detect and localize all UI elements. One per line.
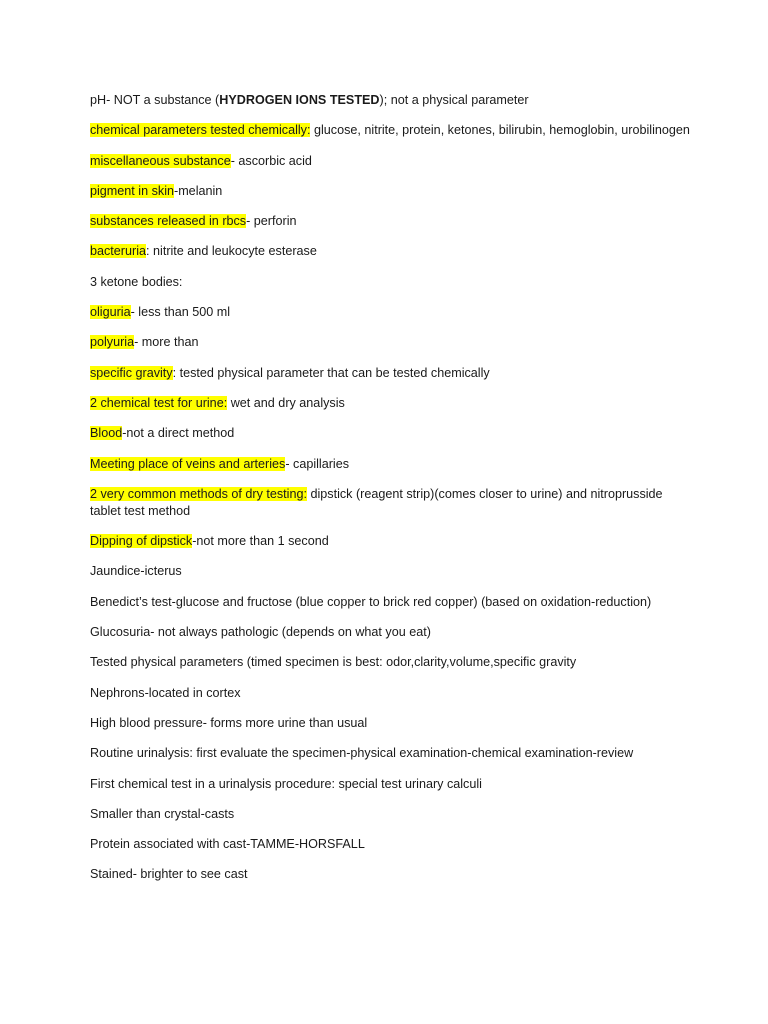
note-text: Tested physical parameters (timed specimen is best: odor,clarity,volume,specific gravity — [90, 655, 577, 670]
note-text: -not a direct method — [122, 426, 235, 441]
note-line — [90, 563, 690, 580]
note-line — [90, 122, 690, 139]
note-line — [90, 486, 690, 520]
note-line — [90, 183, 690, 200]
note-line — [90, 715, 690, 732]
note-text: dipstick (reagent strip)(comes closer to urine) and nitroprusside tablet test method — [90, 486, 663, 518]
note-line — [90, 866, 690, 883]
highlighted-term: miscellaneous substance — [90, 153, 231, 168]
note-line — [90, 654, 690, 671]
highlighted-term: 2 very common methods of dry testing: — [90, 486, 307, 501]
highlighted-term: 2 chemical test for urine: — [90, 395, 228, 410]
note-line — [90, 92, 690, 109]
note-text: Stained- brighter to see cast — [90, 867, 248, 882]
note-text: Protein associated with cast-TAMME-HORSFALL — [90, 837, 365, 852]
note-line — [90, 685, 690, 702]
note-line — [90, 395, 690, 412]
note-line — [90, 334, 690, 351]
highlighted-term: bacteruria — [90, 244, 147, 259]
highlighted-term: Meeting place of veins and arteries — [90, 456, 286, 471]
note-line — [90, 304, 690, 321]
note-text: : tested physical parameter that can be tested chemically — [172, 365, 490, 380]
note-text: Benedict’s test-glucose and fructose (blue copper to brick red copper) (based on oxidation-reduction) — [90, 594, 652, 609]
highlighted-term: specific gravity — [90, 365, 173, 380]
note-line — [90, 745, 690, 762]
highlighted-term: Blood — [90, 426, 123, 441]
highlighted-term: pigment in skin — [90, 183, 174, 198]
note-text: - perforin — [246, 214, 297, 229]
note-text: -not more than 1 second — [192, 534, 329, 549]
note-text: First chemical test in a urinalysis procedure: special test urinary calculi — [90, 776, 482, 791]
highlighted-term: chemical parameters tested chemically: — [90, 123, 311, 138]
note-line — [90, 365, 690, 382]
note-line — [90, 456, 690, 473]
note-line — [90, 243, 690, 260]
note-bold-text: HYDROGEN IONS TESTED — [219, 93, 380, 107]
note-text: Glucosuria- not always pathologic (depends on what you eat) — [90, 625, 431, 640]
note-line — [90, 836, 690, 853]
note-text: - ascorbic acid — [230, 153, 312, 168]
note-line — [90, 594, 690, 611]
highlighted-term: oliguria — [90, 305, 131, 320]
note-text: glucose, nitrite, protein, ketones, bilirubin, hemoglobin, urobilinogen — [310, 123, 690, 138]
note-text: Nephrons-located in cortex — [90, 685, 241, 700]
note-line — [90, 153, 690, 170]
note-line — [90, 624, 690, 641]
note-text: ); not a physical parameter — [379, 93, 529, 107]
note-text: 3 ketone bodies: — [90, 274, 183, 289]
note-text: pH- NOT a substance ( — [90, 93, 220, 107]
study-notes — [90, 92, 690, 897]
highlighted-term: Dipping of dipstick — [90, 534, 193, 549]
note-text: - less than 500 ml — [130, 305, 231, 320]
highlighted-term: polyuria — [90, 335, 135, 350]
note-text: : nitrite and leukocyte esterase — [146, 244, 317, 259]
note-text: - more than — [134, 335, 199, 350]
note-text: Smaller than crystal-casts — [90, 806, 235, 821]
note-line — [90, 533, 690, 550]
note-text: Routine urinalysis: first evaluate the specimen-physical examination-chemical examination-review — [90, 746, 634, 761]
highlighted-term: substances released in rbcs — [90, 214, 247, 229]
note-line — [90, 274, 690, 291]
note-text: wet and dry analysis — [227, 395, 345, 410]
note-text: Jaundice-icterus — [90, 564, 182, 579]
note-line — [90, 425, 690, 442]
note-text: - capillaries — [285, 456, 350, 471]
note-line — [90, 213, 690, 230]
note-line — [90, 806, 690, 823]
note-text: -melanin — [174, 183, 223, 198]
note-text: High blood pressure- forms more urine than usual — [90, 715, 368, 730]
note-line — [90, 776, 690, 793]
